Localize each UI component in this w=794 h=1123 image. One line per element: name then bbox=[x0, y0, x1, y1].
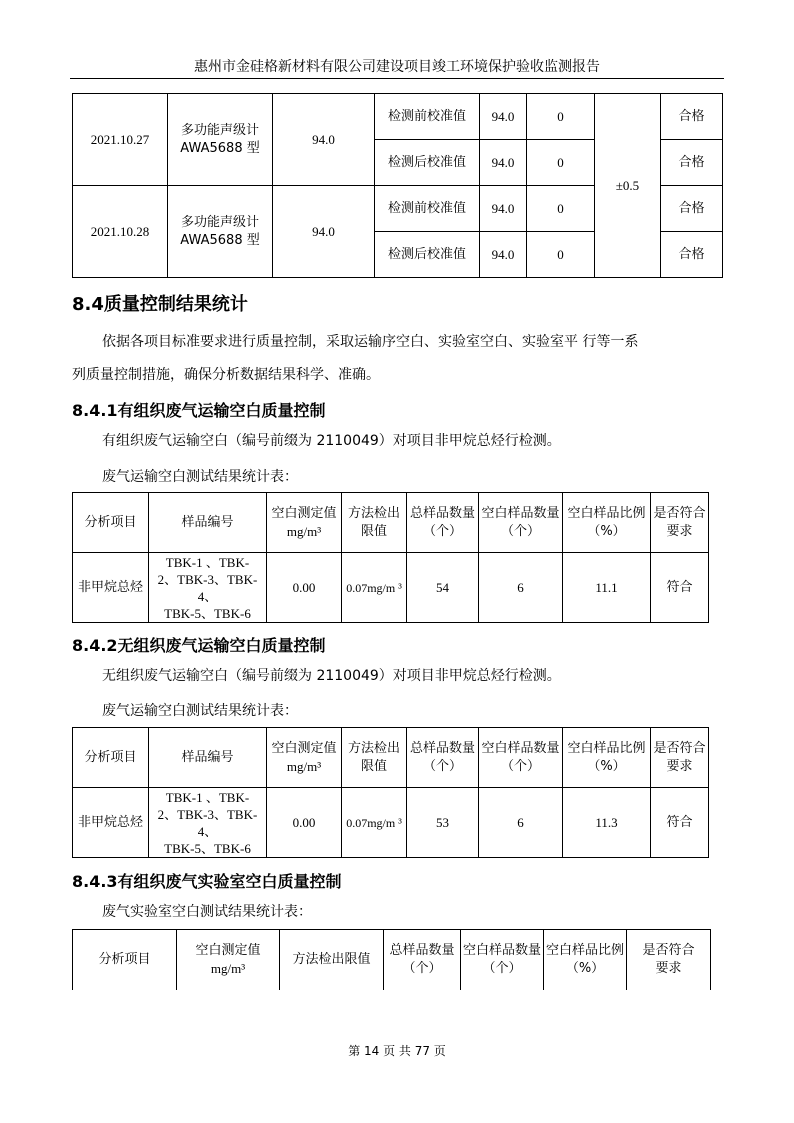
col-header-text: 方法检出 bbox=[347, 505, 400, 521]
header-rule bbox=[70, 78, 724, 79]
col-header-text: 空白样品数量 bbox=[481, 505, 560, 521]
cal-instrument-model: AWA5688 型 bbox=[180, 232, 260, 248]
section-heading-8-4: 8.4质量控制结果统计 bbox=[72, 294, 248, 315]
cal-check-value: 94.0 bbox=[480, 186, 527, 232]
section-heading-8-4-2: 8.4.2无组织废气运输空白质量控制 bbox=[72, 636, 326, 655]
col-header-text: 总样品数量 bbox=[389, 942, 455, 958]
col-header-item: 分析项目 bbox=[73, 930, 177, 990]
cal-instrument bbox=[168, 94, 273, 186]
col-header-text: 空白测定值 bbox=[195, 942, 261, 958]
cell-conform: 符合 bbox=[651, 788, 709, 858]
sample-no-line: TBK-1 、TBK- bbox=[165, 554, 250, 570]
cell-item: 非甲烷总烃 bbox=[73, 788, 149, 858]
cell-ratio: 11.1 bbox=[563, 553, 651, 623]
col-header-text: 是否符合 bbox=[653, 505, 706, 521]
col-header-text: （个） bbox=[422, 523, 462, 539]
col-header-item: 分析项目 bbox=[73, 728, 149, 788]
cal-date: 2021.10.27 bbox=[73, 94, 168, 186]
col-header-text: 空白测定值 bbox=[271, 740, 337, 756]
col-header-blank-count bbox=[479, 728, 563, 788]
col-header-text: 是否符合 bbox=[642, 942, 695, 958]
col-header-text: 空白样品数量 bbox=[481, 740, 560, 756]
cell-method-limit: 0.07mg/m ³ bbox=[342, 553, 407, 623]
cal-result: 合格 bbox=[661, 140, 723, 186]
cal-instrument-name: 多功能声级计 bbox=[180, 122, 259, 138]
col-header-text: 要求 bbox=[666, 758, 693, 774]
col-header-unit: mg/m³ bbox=[210, 960, 246, 976]
cal-check-value: 94.0 bbox=[480, 232, 527, 278]
sample-no-line: 4、 bbox=[197, 823, 218, 839]
cal-result: 合格 bbox=[661, 232, 723, 278]
col-header-text: （%） bbox=[587, 758, 626, 774]
transport-blank-table-unorganized bbox=[72, 727, 709, 858]
col-header-text: 限值 bbox=[360, 758, 387, 774]
section-8-4-2-caption: 废气运输空白测试结果统计表： bbox=[102, 703, 298, 719]
cal-check-diff: 0 bbox=[527, 186, 595, 232]
sample-no-line: 2、TBK-3、TBK- bbox=[157, 571, 258, 587]
lab-blank-table-organized bbox=[72, 929, 711, 990]
sample-no-line: TBK-5、TBK-6 bbox=[164, 840, 251, 856]
col-header-text: 空白样品比例 bbox=[567, 505, 646, 521]
col-header-text: 方法检出 bbox=[347, 740, 400, 756]
cell-ratio: 11.3 bbox=[563, 788, 651, 858]
cal-result: 合格 bbox=[661, 94, 723, 140]
col-header-text: （个） bbox=[500, 523, 540, 539]
col-header-text: （%） bbox=[565, 960, 605, 976]
col-header-conform bbox=[651, 728, 709, 788]
col-header-method-limit bbox=[342, 493, 407, 553]
cal-check-diff: 0 bbox=[527, 140, 595, 186]
col-header-blank-value bbox=[267, 493, 342, 553]
section-8-4-1-para: 有组织废气运输空白（编号前缀为 2110049）对项目非甲烷总烃行检测。 bbox=[102, 433, 561, 449]
table-header-row bbox=[73, 930, 711, 990]
sample-no-line: TBK-5、TBK-6 bbox=[164, 605, 251, 621]
col-header-text: （个） bbox=[500, 758, 540, 774]
cal-standard: 94.0 bbox=[273, 186, 375, 278]
cell-total: 54 bbox=[407, 553, 479, 623]
section-8-4-3-caption: 废气实验室空白测试结果统计表： bbox=[102, 904, 312, 920]
col-header-ratio bbox=[563, 728, 651, 788]
table-header-row bbox=[73, 493, 709, 553]
col-header-conform bbox=[627, 930, 711, 990]
col-header-conform bbox=[651, 493, 709, 553]
cal-check-label: 检测后校准值 bbox=[375, 140, 480, 186]
cal-tolerance: ±0.5 bbox=[595, 94, 661, 278]
section-8-4-2-para: 无组织废气运输空白（编号前缀为 2110049）对项目非甲烷总烃行检测。 bbox=[102, 668, 561, 684]
cell-item: 非甲烷总烃 bbox=[73, 553, 149, 623]
report-header-title: 惠州市金硅格新材料有限公司建设项目竣工环境保护验收监测报告 bbox=[194, 59, 600, 75]
cal-check-label: 检测前校准值 bbox=[375, 94, 480, 140]
cell-blank-count: 6 bbox=[479, 553, 563, 623]
col-header-text: （个） bbox=[482, 960, 522, 976]
cell-blank-count: 6 bbox=[479, 788, 563, 858]
cal-check-value: 94.0 bbox=[480, 94, 527, 140]
col-header-total bbox=[407, 728, 479, 788]
cal-standard: 94.0 bbox=[273, 94, 375, 186]
col-header-blank-count bbox=[479, 493, 563, 553]
table-row bbox=[73, 553, 709, 623]
section-8-4-para-line2: 列质量控制措施，确保分析数据结果科学、准确。 bbox=[72, 367, 380, 383]
calibration-table bbox=[72, 93, 723, 278]
sample-no-line: 4、 bbox=[197, 588, 218, 604]
col-header-blank-count bbox=[461, 930, 544, 990]
col-header-sample-no: 样品编号 bbox=[149, 493, 267, 553]
col-header-text: 空白样品数量 bbox=[463, 942, 542, 958]
section-heading-8-4-1: 8.4.1有组织废气运输空白质量控制 bbox=[72, 401, 326, 420]
table-row bbox=[73, 788, 709, 858]
page-number: 第 14 页 共 77 页 bbox=[348, 1044, 446, 1058]
cal-instrument-name: 多功能声级计 bbox=[180, 214, 259, 230]
cal-instrument-model: AWA5688 型 bbox=[180, 140, 260, 156]
cal-check-diff: 0 bbox=[527, 94, 595, 140]
col-header-method-limit: 方法检出限值 bbox=[280, 930, 384, 990]
col-header-text: 要求 bbox=[666, 523, 693, 539]
col-header-text: 总样品数量 bbox=[409, 740, 475, 756]
cell-blank-value: 0.00 bbox=[267, 788, 342, 858]
table-header-row bbox=[73, 728, 709, 788]
col-header-unit: mg/m³ bbox=[286, 758, 322, 774]
cal-check-value: 94.0 bbox=[480, 140, 527, 186]
col-header-ratio bbox=[544, 930, 627, 990]
col-header-text: 空白测定值 bbox=[271, 505, 337, 521]
cal-instrument bbox=[168, 186, 273, 278]
cell-conform: 符合 bbox=[651, 553, 709, 623]
col-header-text: 限值 bbox=[360, 523, 387, 539]
col-header-text: （个） bbox=[402, 960, 442, 976]
col-header-method-limit bbox=[342, 728, 407, 788]
cal-date: 2021.10.28 bbox=[73, 186, 168, 278]
col-header-unit: mg/m³ bbox=[286, 523, 322, 539]
cell-total: 53 bbox=[407, 788, 479, 858]
section-8-4-1-caption: 废气运输空白测试结果统计表： bbox=[102, 469, 298, 485]
sample-no-line: 2、TBK-3、TBK- bbox=[157, 806, 258, 822]
col-header-text: 是否符合 bbox=[653, 740, 706, 756]
col-header-item: 分析项目 bbox=[73, 493, 149, 553]
table-row bbox=[73, 94, 723, 140]
col-header-total bbox=[384, 930, 461, 990]
col-header-text: 要求 bbox=[655, 960, 682, 976]
col-header-text: 总样品数量 bbox=[409, 505, 475, 521]
col-header-ratio bbox=[563, 493, 651, 553]
cell-sample-no bbox=[149, 553, 267, 623]
cal-result: 合格 bbox=[661, 186, 723, 232]
cell-method-limit: 0.07mg/m ³ bbox=[342, 788, 407, 858]
sample-no-line: TBK-1 、TBK- bbox=[165, 789, 250, 805]
cell-blank-value: 0.00 bbox=[267, 553, 342, 623]
col-header-text: （个） bbox=[422, 758, 462, 774]
section-8-4-para-line1: 依据各项目标准要求进行质量控制，采取运输序空白、实验室空白、实验室平 行等一系 bbox=[102, 334, 639, 350]
col-header-sample-no: 样品编号 bbox=[149, 728, 267, 788]
section-heading-8-4-3: 8.4.3有组织废气实验室空白质量控制 bbox=[72, 872, 342, 891]
col-header-total bbox=[407, 493, 479, 553]
cal-check-diff: 0 bbox=[527, 232, 595, 278]
transport-blank-table-organized bbox=[72, 492, 709, 623]
cal-check-label: 检测后校准值 bbox=[375, 232, 480, 278]
cell-sample-no bbox=[149, 788, 267, 858]
col-header-blank-value bbox=[267, 728, 342, 788]
col-header-text: （%） bbox=[587, 523, 626, 539]
col-header-text: 空白样品比例 bbox=[567, 740, 646, 756]
cal-check-label: 检测前校准值 bbox=[375, 186, 480, 232]
col-header-text: 空白样品比例 bbox=[546, 942, 625, 958]
col-header-blank-value bbox=[177, 930, 280, 990]
